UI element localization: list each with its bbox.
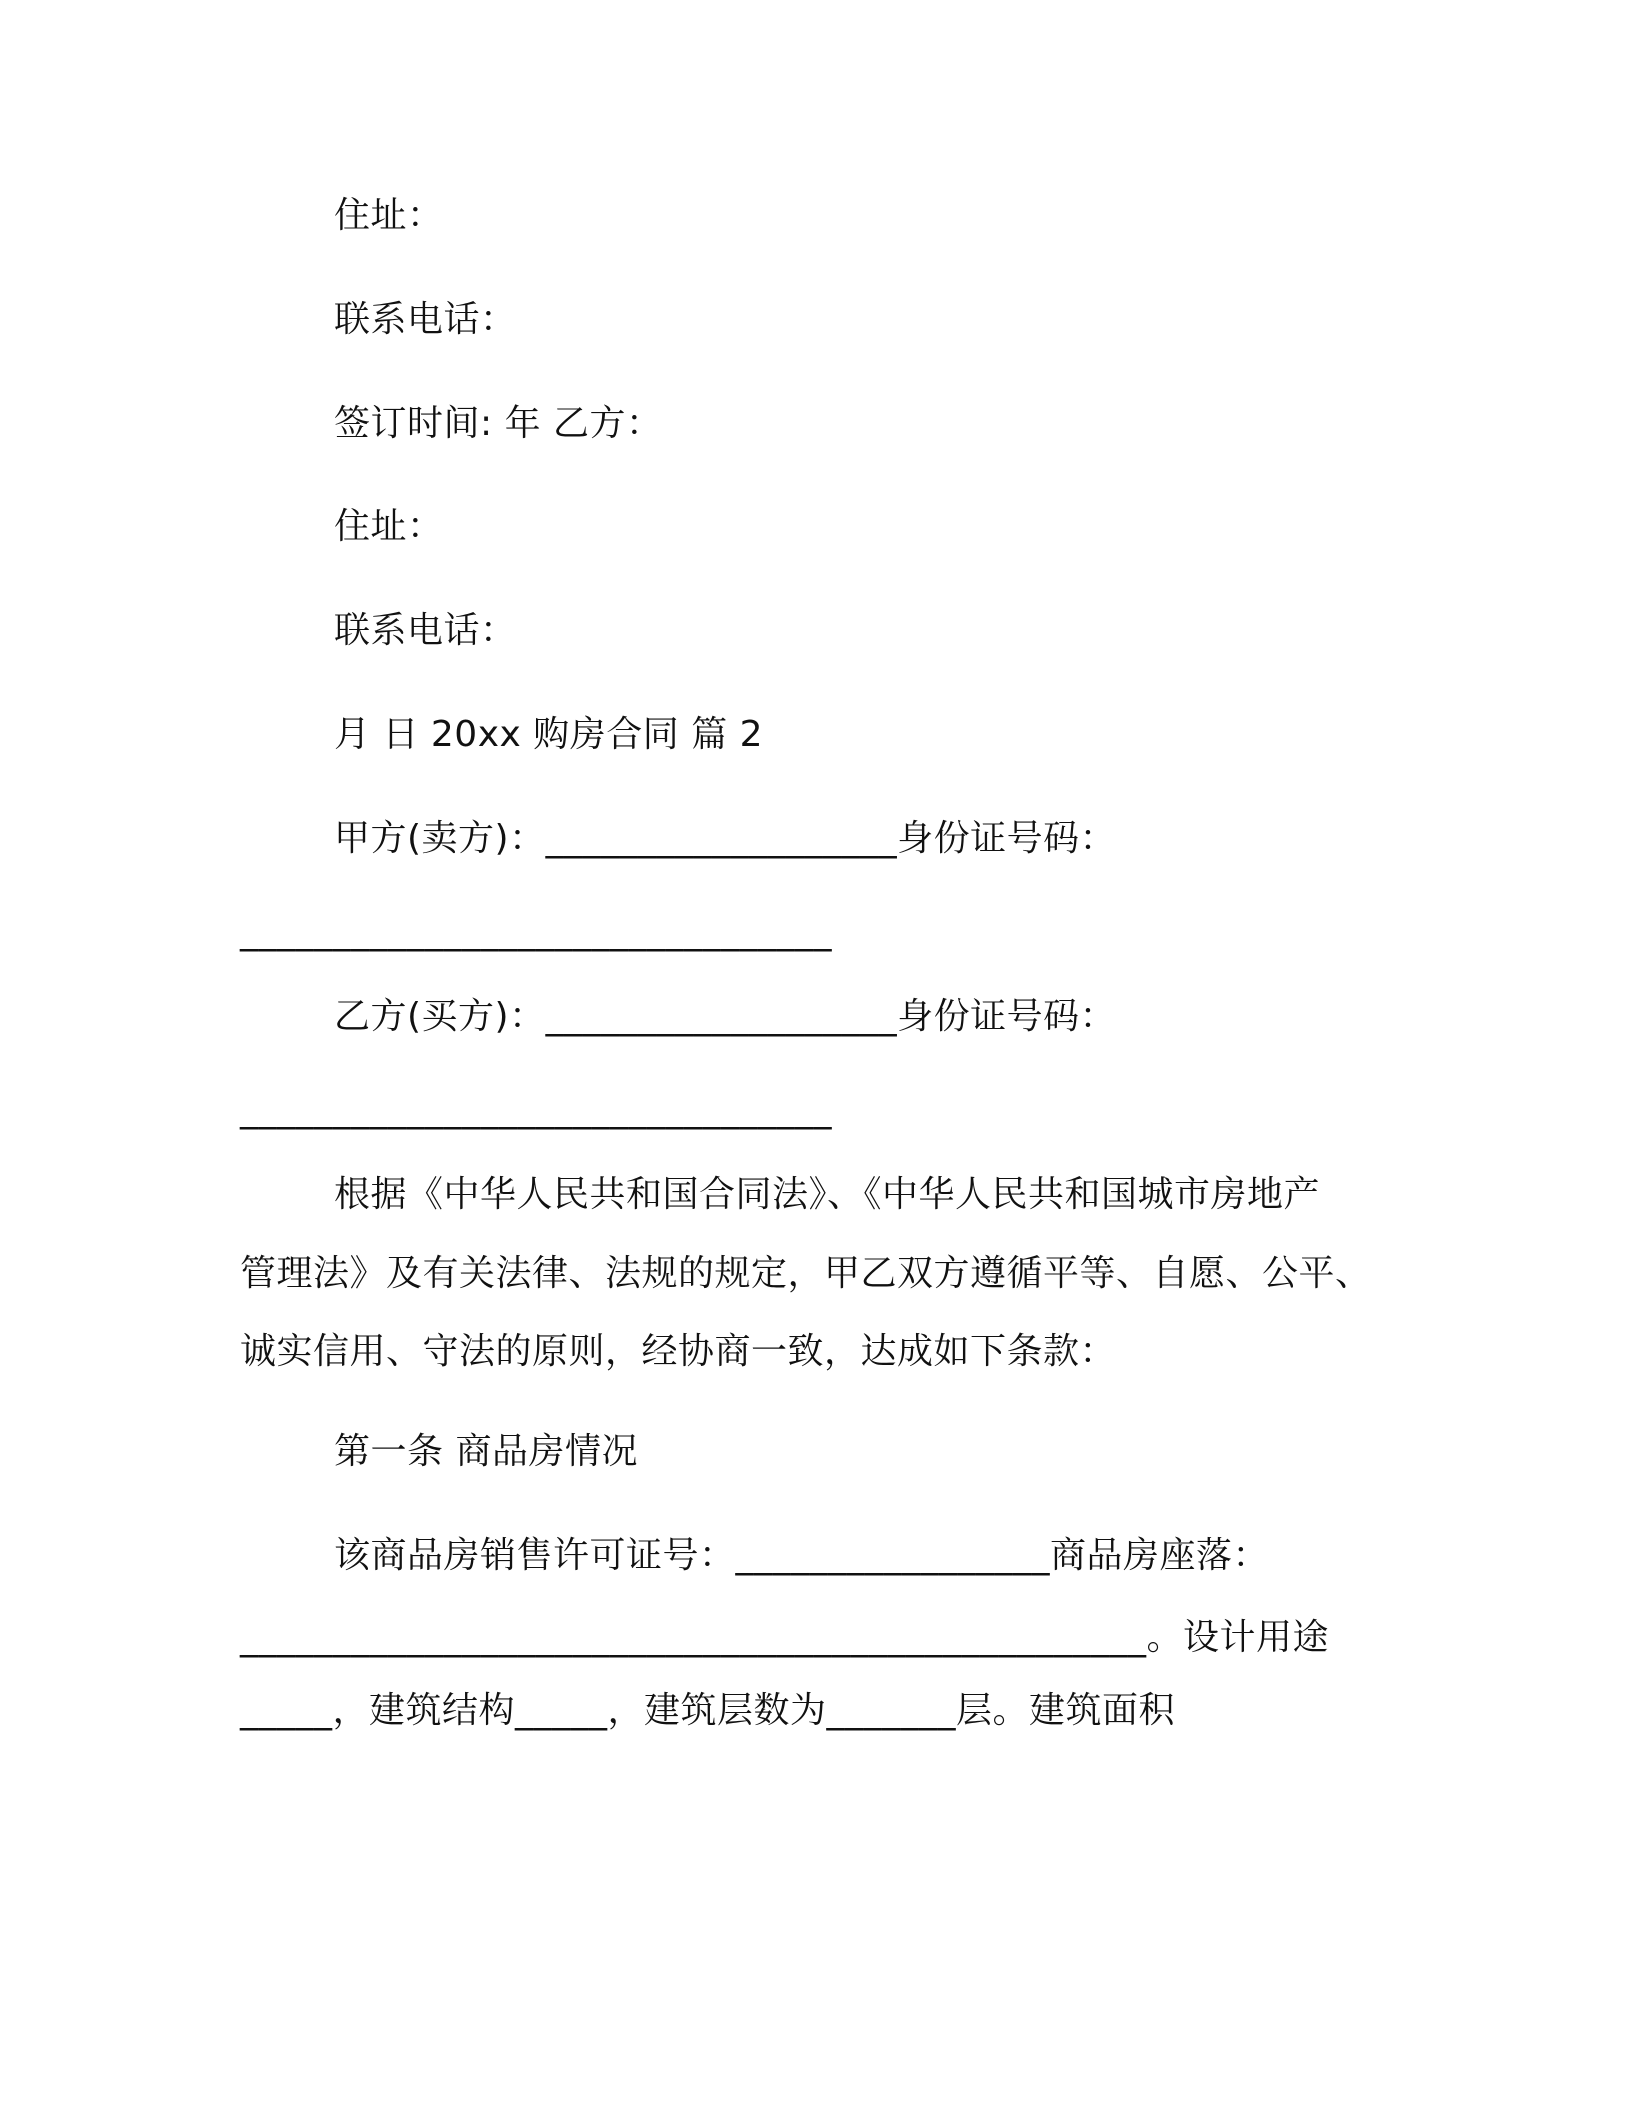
preamble-line-1: 根据《中华人民共和国合同法》、《中华人民共和国城市房地产: [334, 1174, 1321, 1215]
signing-time-line: 签订时间: 年 乙方：: [334, 403, 663, 444]
buyer-line: 乙方(买方)：___________________身份证号码：: [334, 996, 1117, 1037]
building-info-line: _____，建筑结构_____，建筑层数为_______层。建筑面积: [240, 1690, 1176, 1731]
party-a-address-label: 住址：: [334, 195, 444, 236]
preamble-line-2: 管理法》及有关法律、法规的规定，甲乙双方遵循平等、自愿、公平、: [240, 1253, 1372, 1294]
location-blank-line: _________________________________________________。设计用途: [240, 1617, 1330, 1658]
permit-line: 该商品房销售许可证号：_________________商品房座落：: [334, 1535, 1270, 1576]
seller-line: 甲方(卖方)：___________________身份证号码：: [334, 818, 1117, 859]
contract-heading: 月 日 20xx 购房合同 篇 2: [334, 714, 764, 755]
party-b-address-label: 住址：: [334, 506, 444, 547]
article-1-heading: 第一条 商品房情况: [334, 1431, 638, 1472]
party-a-phone-label: 联系电话：: [334, 299, 517, 340]
seller-id-blank: ________________________________: [240, 911, 832, 952]
buyer-id-blank: ________________________________: [240, 1089, 832, 1130]
preamble-line-3: 诚实信用、守法的原则，经协商一致，达成如下条款：: [240, 1331, 1117, 1372]
party-b-phone-label: 联系电话：: [334, 610, 517, 651]
